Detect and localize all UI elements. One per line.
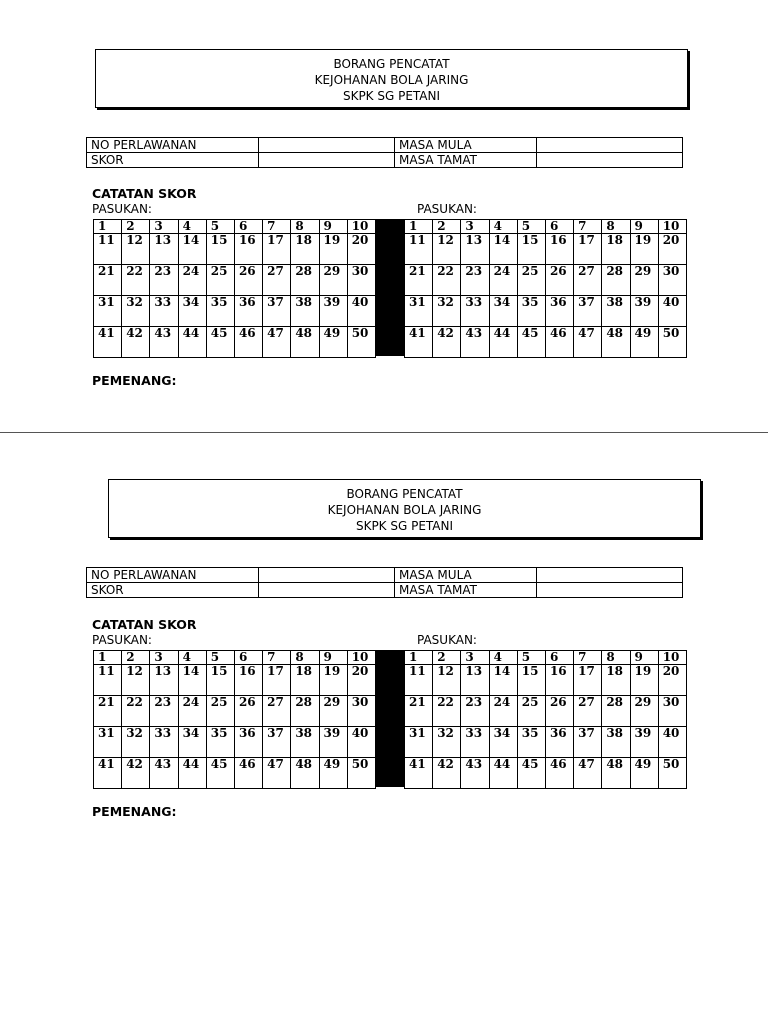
score-cell[interactable]: 18 <box>291 665 319 696</box>
score-cell[interactable]: 26 <box>545 696 573 727</box>
score-cell[interactable]: 28 <box>602 696 630 727</box>
score-cell[interactable]: 22 <box>122 696 150 727</box>
score-cell[interactable]: 42 <box>122 758 150 789</box>
pasukan-right-label: PASUKAN: <box>417 202 477 216</box>
score-cell[interactable]: 46 <box>234 327 262 358</box>
score-cell[interactable]: 10 <box>658 220 686 234</box>
pasukan-right-label: PASUKAN: <box>417 633 477 647</box>
score-grid-right <box>404 650 687 789</box>
score-cell[interactable]: 11 <box>94 234 122 265</box>
score-cell[interactable]: 8 <box>291 651 319 665</box>
score-cell[interactable]: 22 <box>433 265 461 296</box>
score-cell[interactable]: 15 <box>206 665 234 696</box>
score-cell[interactable]: 17 <box>574 234 602 265</box>
score-cell[interactable]: 32 <box>433 727 461 758</box>
score-cell[interactable]: 2 <box>433 220 461 234</box>
score-cell[interactable]: 24 <box>489 265 517 296</box>
score-cell[interactable]: 30 <box>658 265 686 296</box>
score-cell[interactable]: 15 <box>517 665 545 696</box>
score-cell[interactable]: 22 <box>433 696 461 727</box>
score-cell[interactable]: 27 <box>574 265 602 296</box>
team-separator-bar <box>376 219 404 356</box>
score-cell[interactable]: 17 <box>263 665 291 696</box>
score-form-1 <box>0 0 768 400</box>
score-cell[interactable]: 2 <box>122 220 150 234</box>
score-cell[interactable]: 28 <box>291 696 319 727</box>
score-cell[interactable]: 50 <box>347 327 375 358</box>
score-cell[interactable]: 39 <box>319 727 347 758</box>
score-row <box>94 651 376 665</box>
score-cell[interactable]: 10 <box>347 220 375 234</box>
score-cell[interactable]: 32 <box>433 296 461 327</box>
score-cell[interactable]: 34 <box>489 727 517 758</box>
score-cell[interactable]: 46 <box>545 327 573 358</box>
score-cell[interactable]: 18 <box>291 234 319 265</box>
score-cell[interactable]: 49 <box>630 758 658 789</box>
score-cell[interactable]: 48 <box>291 327 319 358</box>
score-cell[interactable]: 13 <box>150 234 178 265</box>
score-cell[interactable]: 45 <box>517 758 545 789</box>
score-cell[interactable]: 43 <box>150 758 178 789</box>
score-grid-left <box>93 219 376 358</box>
score-cell[interactable]: 43 <box>150 327 178 358</box>
score-cell[interactable]: 23 <box>461 265 489 296</box>
score-cell[interactable]: 4 <box>178 651 206 665</box>
score-cell[interactable]: 37 <box>263 296 291 327</box>
score-row <box>94 758 376 789</box>
score-cell[interactable]: 45 <box>206 758 234 789</box>
score-cell[interactable]: 42 <box>433 758 461 789</box>
score-cell[interactable]: 4 <box>489 220 517 234</box>
score-cell[interactable]: 5 <box>517 651 545 665</box>
score-cell[interactable]: 9 <box>319 651 347 665</box>
score-row <box>405 696 687 727</box>
score-cell[interactable]: 18 <box>602 665 630 696</box>
score-cell[interactable]: 8 <box>291 220 319 234</box>
score-cell[interactable]: 5 <box>206 220 234 234</box>
masa-tamat-label: MASA TAMAT <box>395 153 537 168</box>
score-cell[interactable]: 26 <box>234 265 262 296</box>
catatan-skor-heading: CATATAN SKOR <box>92 617 197 632</box>
score-cell[interactable]: 35 <box>206 296 234 327</box>
title-line: SKPK SG PETANI <box>342 89 441 103</box>
score-cell[interactable]: 6 <box>545 220 573 234</box>
score-cell[interactable]: 45 <box>517 327 545 358</box>
score-cell[interactable]: 14 <box>489 665 517 696</box>
score-cell[interactable]: 5 <box>206 651 234 665</box>
score-cell[interactable]: 47 <box>574 327 602 358</box>
score-cell[interactable]: 17 <box>263 234 291 265</box>
score-cell[interactable]: 14 <box>489 234 517 265</box>
score-cell[interactable]: 16 <box>545 234 573 265</box>
score-cell[interactable]: 47 <box>263 758 291 789</box>
score-cell[interactable]: 31 <box>405 296 433 327</box>
skor-field[interactable] <box>259 583 395 598</box>
score-grid-left <box>93 650 376 789</box>
score-cell[interactable]: 50 <box>658 758 686 789</box>
score-cell[interactable]: 14 <box>178 234 206 265</box>
score-cell[interactable]: 3 <box>461 220 489 234</box>
score-cell[interactable]: 5 <box>517 220 545 234</box>
score-cell[interactable]: 41 <box>94 758 122 789</box>
score-cell[interactable]: 9 <box>630 651 658 665</box>
score-cell[interactable]: 4 <box>178 220 206 234</box>
score-cell[interactable]: 49 <box>630 327 658 358</box>
score-cell[interactable]: 39 <box>630 296 658 327</box>
score-cell[interactable]: 6 <box>234 651 262 665</box>
score-cell[interactable]: 1 <box>94 651 122 665</box>
score-cell[interactable]: 35 <box>206 727 234 758</box>
match-info-table <box>86 137 683 168</box>
title-line: SKPK SG PETANI <box>355 519 454 533</box>
score-cell[interactable]: 10 <box>347 651 375 665</box>
score-cell[interactable]: 46 <box>545 758 573 789</box>
form-title-box <box>108 479 701 538</box>
score-cell[interactable]: 40 <box>658 727 686 758</box>
score-cell[interactable]: 2 <box>433 651 461 665</box>
catatan-skor-heading: CATATAN SKOR <box>92 186 197 201</box>
score-cell[interactable]: 1 <box>94 220 122 234</box>
score-cell[interactable]: 1 <box>405 651 433 665</box>
score-cell[interactable]: 4 <box>489 651 517 665</box>
score-cell[interactable]: 25 <box>206 265 234 296</box>
score-cell[interactable]: 27 <box>263 265 291 296</box>
score-cell[interactable]: 15 <box>517 234 545 265</box>
title-line: KEJOHANAN BOLA JARING <box>314 73 469 87</box>
score-cell[interactable]: 36 <box>545 727 573 758</box>
score-cell[interactable]: 33 <box>150 296 178 327</box>
score-row <box>94 234 376 265</box>
masa-mula-label: MASA MULA <box>395 138 537 153</box>
score-cell[interactable]: 36 <box>234 727 262 758</box>
score-cell[interactable]: 38 <box>291 296 319 327</box>
no-perlawanan-field[interactable] <box>259 568 395 583</box>
score-cell[interactable]: 29 <box>630 696 658 727</box>
score-cell[interactable]: 26 <box>545 265 573 296</box>
score-cell[interactable]: 30 <box>658 696 686 727</box>
score-cell[interactable]: 28 <box>291 265 319 296</box>
score-cell[interactable]: 41 <box>405 758 433 789</box>
score-cell[interactable]: 39 <box>319 296 347 327</box>
score-cell[interactable]: 36 <box>545 296 573 327</box>
match-info-table <box>86 567 683 598</box>
score-cell[interactable]: 28 <box>602 265 630 296</box>
score-cell[interactable]: 3 <box>150 651 178 665</box>
score-cell[interactable]: 40 <box>658 296 686 327</box>
score-cell[interactable]: 43 <box>461 758 489 789</box>
score-cell[interactable]: 13 <box>461 665 489 696</box>
score-cell[interactable]: 21 <box>94 265 122 296</box>
score-cell[interactable]: 25 <box>517 265 545 296</box>
score-cell[interactable]: 19 <box>319 234 347 265</box>
score-cell[interactable]: 23 <box>461 696 489 727</box>
score-cell[interactable]: 43 <box>461 327 489 358</box>
score-row <box>405 327 687 358</box>
score-row <box>405 758 687 789</box>
score-cell[interactable]: 50 <box>347 758 375 789</box>
masa-mula-field[interactable] <box>537 568 683 583</box>
skor-label: SKOR <box>87 153 259 168</box>
score-row <box>405 265 687 296</box>
score-cell[interactable]: 37 <box>574 727 602 758</box>
score-cell[interactable]: 21 <box>405 696 433 727</box>
score-cell[interactable]: 7 <box>263 220 291 234</box>
masa-tamat-field[interactable] <box>537 583 683 598</box>
score-row <box>94 327 376 358</box>
score-cell[interactable]: 11 <box>405 234 433 265</box>
score-cell[interactable]: 48 <box>291 758 319 789</box>
score-cell[interactable]: 7 <box>574 220 602 234</box>
score-cell[interactable]: 40 <box>347 296 375 327</box>
score-cell[interactable]: 21 <box>94 696 122 727</box>
score-cell[interactable]: 6 <box>545 651 573 665</box>
score-row <box>94 727 376 758</box>
score-cell[interactable]: 19 <box>630 234 658 265</box>
masa-mula-field[interactable] <box>537 138 683 153</box>
score-cell[interactable]: 44 <box>489 327 517 358</box>
score-form-2 <box>0 431 768 831</box>
score-grid-right <box>404 219 687 358</box>
score-cell[interactable]: 18 <box>602 234 630 265</box>
score-cell[interactable]: 27 <box>263 696 291 727</box>
score-cell[interactable]: 49 <box>319 758 347 789</box>
score-row <box>405 665 687 696</box>
score-row <box>94 265 376 296</box>
score-cell[interactable]: 12 <box>433 234 461 265</box>
score-cell[interactable]: 3 <box>461 651 489 665</box>
score-row <box>405 234 687 265</box>
score-cell[interactable]: 48 <box>602 327 630 358</box>
score-cell[interactable]: 44 <box>178 327 206 358</box>
score-cell[interactable]: 20 <box>658 234 686 265</box>
no-perlawanan-label: NO PERLAWANAN <box>87 568 259 583</box>
score-cell[interactable]: 30 <box>347 265 375 296</box>
score-cell[interactable]: 47 <box>263 327 291 358</box>
score-cell[interactable]: 32 <box>122 727 150 758</box>
score-cell[interactable]: 25 <box>206 696 234 727</box>
score-cell[interactable]: 15 <box>206 234 234 265</box>
score-cell[interactable]: 35 <box>517 727 545 758</box>
score-row <box>405 651 687 665</box>
score-cell[interactable]: 27 <box>574 696 602 727</box>
team-separator-bar <box>376 650 404 787</box>
score-cell[interactable]: 29 <box>319 696 347 727</box>
score-cell[interactable]: 42 <box>122 327 150 358</box>
score-row <box>94 696 376 727</box>
score-cell[interactable]: 13 <box>461 234 489 265</box>
score-cell[interactable]: 36 <box>234 296 262 327</box>
score-cell[interactable]: 20 <box>658 665 686 696</box>
score-cell[interactable]: 22 <box>122 265 150 296</box>
score-cell[interactable]: 49 <box>319 327 347 358</box>
score-cell[interactable]: 16 <box>545 665 573 696</box>
title-line: BORANG PENCATAT <box>346 487 463 501</box>
score-cell[interactable]: 20 <box>347 665 375 696</box>
score-row <box>405 296 687 327</box>
score-cell[interactable]: 50 <box>658 327 686 358</box>
score-cell[interactable]: 34 <box>489 296 517 327</box>
score-cell[interactable]: 30 <box>347 696 375 727</box>
pemenang-label: PEMENANG: <box>92 804 177 819</box>
no-perlawanan-label: NO PERLAWANAN <box>87 138 259 153</box>
score-cell[interactable]: 41 <box>94 327 122 358</box>
score-cell[interactable]: 8 <box>602 220 630 234</box>
score-cell[interactable]: 16 <box>234 665 262 696</box>
score-cell[interactable]: 16 <box>234 234 262 265</box>
score-cell[interactable]: 21 <box>405 265 433 296</box>
score-cell[interactable]: 33 <box>461 296 489 327</box>
score-cell[interactable]: 31 <box>405 727 433 758</box>
score-cell[interactable]: 9 <box>319 220 347 234</box>
score-cell[interactable]: 46 <box>234 758 262 789</box>
score-cell[interactable]: 7 <box>574 651 602 665</box>
score-cell[interactable]: 11 <box>94 665 122 696</box>
score-cell[interactable]: 23 <box>150 696 178 727</box>
score-cell[interactable]: 34 <box>178 296 206 327</box>
pasukan-left-label: PASUKAN: <box>92 202 152 216</box>
score-cell[interactable]: 23 <box>150 265 178 296</box>
score-cell[interactable]: 47 <box>574 758 602 789</box>
score-row <box>405 727 687 758</box>
skor-field[interactable] <box>259 153 395 168</box>
score-cell[interactable]: 19 <box>630 665 658 696</box>
masa-tamat-field[interactable] <box>537 153 683 168</box>
score-cell[interactable]: 1 <box>405 220 433 234</box>
pasukan-left-label: PASUKAN: <box>92 633 152 647</box>
score-cell[interactable]: 37 <box>574 296 602 327</box>
score-cell[interactable]: 8 <box>602 651 630 665</box>
score-cell[interactable]: 31 <box>94 296 122 327</box>
score-cell[interactable]: 38 <box>602 727 630 758</box>
masa-tamat-label: MASA TAMAT <box>395 583 537 598</box>
masa-mula-label: MASA MULA <box>395 568 537 583</box>
score-cell[interactable]: 11 <box>405 665 433 696</box>
pemenang-label: PEMENANG: <box>92 373 177 388</box>
score-cell[interactable]: 6 <box>234 220 262 234</box>
score-cell[interactable]: 2 <box>122 651 150 665</box>
score-cell[interactable]: 14 <box>178 665 206 696</box>
score-cell[interactable]: 29 <box>630 265 658 296</box>
score-cell[interactable]: 19 <box>319 665 347 696</box>
score-cell[interactable]: 29 <box>319 265 347 296</box>
skor-label: SKOR <box>87 583 259 598</box>
score-cell[interactable]: 24 <box>489 696 517 727</box>
score-cell[interactable]: 26 <box>234 696 262 727</box>
score-cell[interactable]: 37 <box>263 727 291 758</box>
score-cell[interactable]: 33 <box>150 727 178 758</box>
score-cell[interactable]: 24 <box>178 265 206 296</box>
no-perlawanan-field[interactable] <box>259 138 395 153</box>
score-cell[interactable]: 40 <box>347 727 375 758</box>
score-cell[interactable]: 35 <box>517 296 545 327</box>
score-cell[interactable]: 48 <box>602 758 630 789</box>
score-cell[interactable]: 32 <box>122 296 150 327</box>
score-cell[interactable]: 12 <box>122 665 150 696</box>
score-cell[interactable]: 3 <box>150 220 178 234</box>
score-cell[interactable]: 7 <box>263 651 291 665</box>
score-cell[interactable]: 44 <box>489 758 517 789</box>
score-row <box>94 220 376 234</box>
score-cell[interactable]: 20 <box>347 234 375 265</box>
score-cell[interactable]: 45 <box>206 327 234 358</box>
score-row <box>94 296 376 327</box>
score-cell[interactable]: 39 <box>630 727 658 758</box>
score-cell[interactable]: 13 <box>150 665 178 696</box>
score-cell[interactable]: 44 <box>178 758 206 789</box>
score-cell[interactable]: 17 <box>574 665 602 696</box>
score-cell[interactable]: 25 <box>517 696 545 727</box>
score-cell[interactable]: 12 <box>433 665 461 696</box>
score-cell[interactable]: 9 <box>630 220 658 234</box>
score-cell[interactable]: 10 <box>658 651 686 665</box>
score-cell[interactable]: 31 <box>94 727 122 758</box>
score-row <box>94 665 376 696</box>
score-cell[interactable]: 41 <box>405 327 433 358</box>
score-cell[interactable]: 24 <box>178 696 206 727</box>
score-cell[interactable]: 34 <box>178 727 206 758</box>
score-row <box>405 220 687 234</box>
score-cell[interactable]: 38 <box>291 727 319 758</box>
score-cell[interactable]: 12 <box>122 234 150 265</box>
score-cell[interactable]: 38 <box>602 296 630 327</box>
form-title-box <box>95 49 688 108</box>
title-line: KEJOHANAN BOLA JARING <box>327 503 482 517</box>
score-cell[interactable]: 42 <box>433 327 461 358</box>
score-cell[interactable]: 33 <box>461 727 489 758</box>
title-line: BORANG PENCATAT <box>333 57 450 71</box>
